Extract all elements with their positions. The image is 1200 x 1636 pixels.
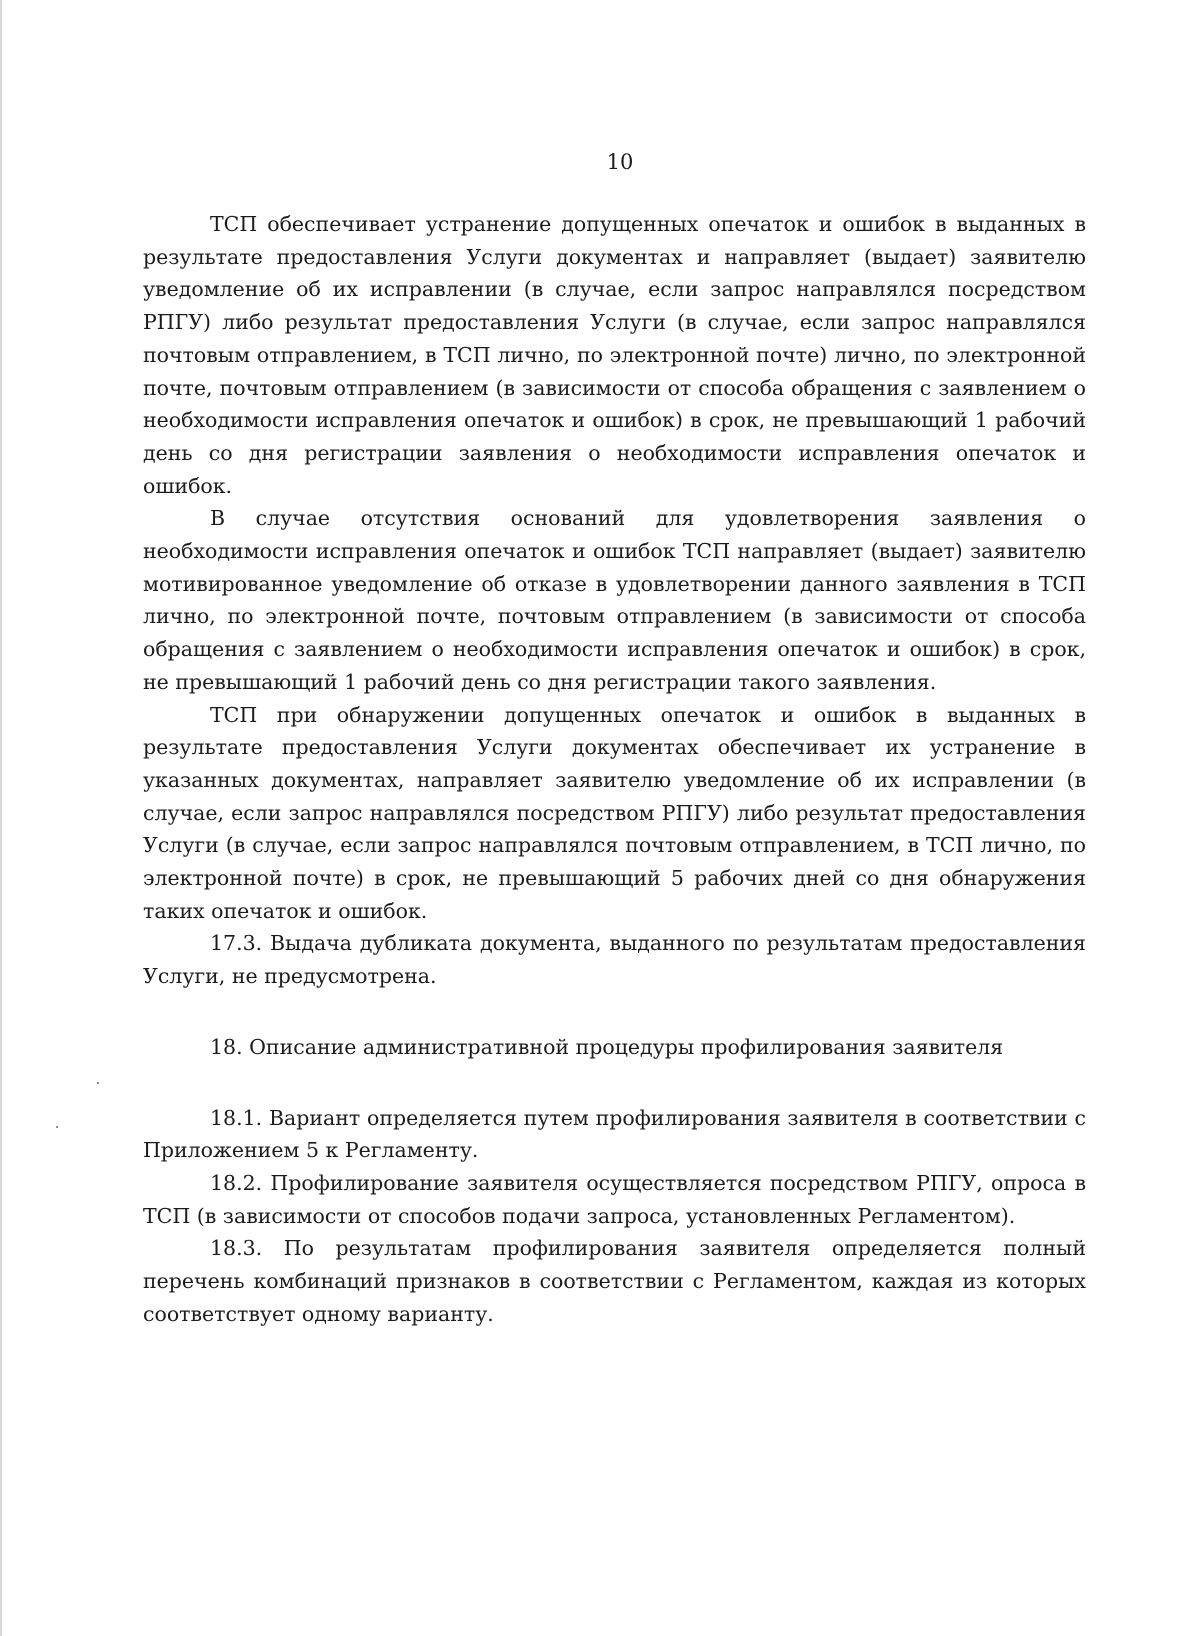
scan-edge xyxy=(0,0,2,1636)
paragraph-18-3: 18.3. По результатам профилирования заявителя определяется полный перечень комбинаций признаков в соответствии с Регламентом, каждая из которых соответствует одному варианту. xyxy=(143,1236,1086,1326)
paragraph-17-3: 17.3. Выдача дубликата документа, выданного по результатам предоставления Услуги, не предусмотрена. xyxy=(143,931,1086,989)
paragraph-self-correction: ТСП при обнаружении допущенных опечаток и ошибок в выданных в результате предоставления Услуги документах обеспечивает их устранение в указанных документах, направляет заявителю уведомление об их исправлении (в случае, если запрос направлялся посредством РПГУ) либо результат предоставления Услуги (в случае, если запрос направлялся почтовым отправлением, в ТСП лично, по электронной почте) в срок, не превышающий 5 рабочих дней со дня обнаружения таких опечаток и ошибок. xyxy=(143,702,1086,923)
paragraph-refusal: В случае отсутствия оснований для удовлетворения заявления о необходимости исправления опечаток и ошибок ТСП направляет (выдает) заявителю мотивированное уведомление об отказе в удовлетворении данного заявления в ТСП лично, по электронной почте, почтовым отправлением (в зависимости от способа обращения с заявлением о необходимости исправления опечаток и ошибок) в срок, не превышающий 1 рабочий день со дня регистрации такого заявления. xyxy=(143,506,1086,694)
scan-speck xyxy=(97,1082,99,1084)
document-body xyxy=(143,208,1086,1331)
paragraph-18-2: 18.2. Профилирование заявителя осуществляется посредством РПГУ, опроса в ТСП (в зависимости от способов подачи запроса, установленных Регламентом). xyxy=(143,1170,1086,1228)
page-number: 10 xyxy=(606,150,634,174)
paragraph-correction: ТСП обеспечивает устранение допущенных опечаток и ошибок в выданных в результате предоставления Услуги документах и направляет (выдает) заявителю уведомление об их исправлении (в случае, если запрос направлялся посредством РПГУ) либо результат предоставления Услуги (в случае, если запрос направлялся почтовым отправлением, в ТСП лично, по электронной почте) лично, по электронной почте, почтовым отправлением (в зависимости от способа обращения с заявлением о необходимости исправления опечаток и ошибок) в срок, не превышающий 1 рабочий день со дня регистрации заявления о необходимости исправления опечаток и ошибок. xyxy=(143,212,1086,498)
paragraph-18-1: 18.1. Вариант определяется путем профилирования заявителя в соответствии с Приложением 5 к Регламенту. xyxy=(143,1105,1086,1163)
scan-speck xyxy=(56,1126,58,1128)
section-heading-18: 18. Описание административной процедуры профилирования заявителя xyxy=(210,1034,1004,1059)
